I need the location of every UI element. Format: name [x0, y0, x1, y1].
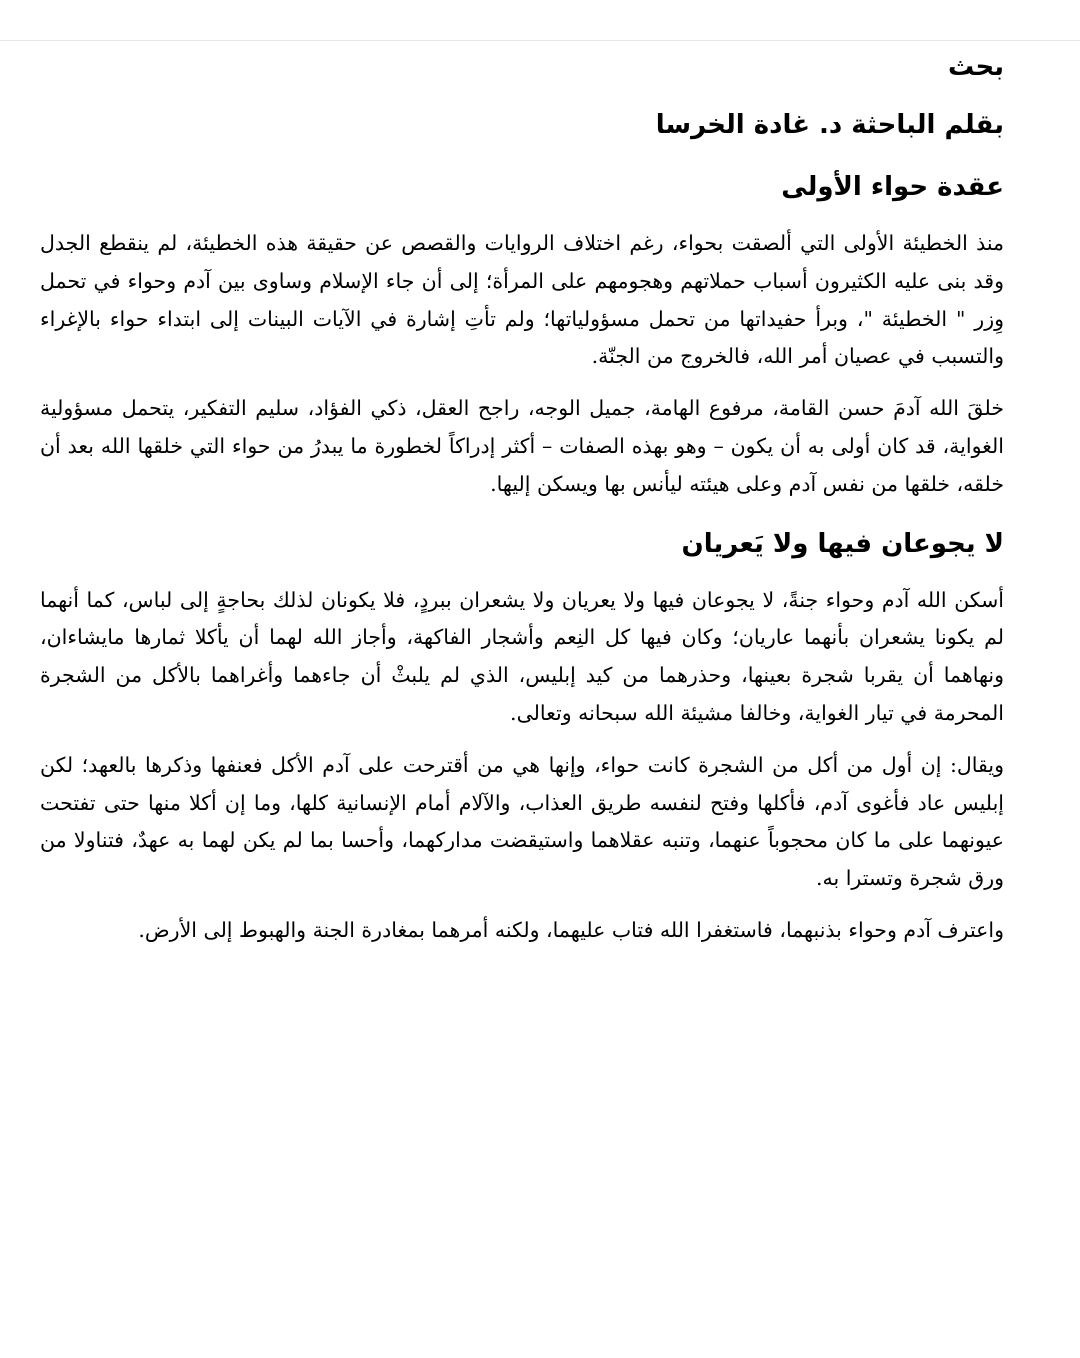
paragraph: أسكن الله آدم وحواء جنةً، لا يجوعان فيها ولا يعريان ولا يشعران ببردٍ، فلا يكونان لذلك بحاجةٍ إلى لباس، كما أنهما لم يكونا يشعران بأنهما عاريان؛ وكان فيها كل النِعم وأشجار الفاكهة، وأجاز الله لهما أن يأكلا ثمارها مايشاءان، ونهاهما أن يقربا شجرة بعينها، وحذرهما من كيد إبليس، الذي لم يلبثْ أن جاءهما وأغراهما بالأكل من الشجرة المحرمة في تيار الغواية، وخالفا مشيئة الله سبحانه وتعالى. [40, 587, 1004, 725]
paragraph: ويقال: إن أول من أكل من الشجرة كانت حواء، وإنها هي من أقترحت على آدم الأكل فعنفها وذكرها بالعهد؛ لكن إبليس عاد فأغوى آدم، فأكلها وفتح لنفسه طريق العذاب، والآلام أمام الإنسانية كلها، وما إن أكلا منها حتى تفتحت عيونهما على ما كان محجوباً عنهما، وتنبه عقلاهما واستيقضت مداركهما، وأحسا بما لم يكن لهما به عهدٌ، فتناولا من ورق شجرة وتسترا به. [40, 752, 1004, 891]
author-line: بقلم الباحثة د. غادة الخرسا [655, 110, 1004, 140]
section-heading: عقدة حواء الأولى [781, 172, 1004, 202]
section-heading: لا يجوعان فيها ولا يَعريان [681, 528, 1004, 559]
paragraph: واعترف آدم وحواء بذنبهما، فاستغفرا الله فتاب عليهما، ولكنه أمرهما بمغادرة الجنة والهبوط إلى الأرض. [138, 917, 1004, 942]
paragraph: خلقَ الله آدمَ حسن القامة، مرفوع الهامة، جميل الوجه، راجح العقل، ذكي الفؤاد، سليم التفكير، يتحمل مسؤولية الغواية، قد كان أولى به أن يكون – وهو بهذه الصفات – أكثر إدراكاً لخطورة ما يبدرُ من حواء التي خلقها الله بعد أن خلقه، خلقها من نفس آدم وعلى هيئته ليأنس بها ويسكن إليها. [40, 396, 1004, 496]
paragraph: منذ الخطيئة الأولى التي ألصقت بحواء، رغم اختلاف الروايات والقصص عن حقيقة هذه الخطيئة، لم ينقطع الجدل وقد بنى عليه الكثيرون أسباب حملاتهم وهجومهم على المرأة؛ إلى أن جاء الإسلام وساوى بين آدم وحواء في تحمل وِزر " الخطيئة "، وبرأ حفيداتها من تحمل مسؤولياتها؛ ولم تأتِ إشارة في الآيات البينات إلى ابتداء حواء بالإغراء والتسبب في عصيان أمر الله، فالخروج من الجنّة. [40, 231, 1004, 369]
article [40, 41, 1004, 950]
document-label: بحث [947, 52, 1004, 82]
